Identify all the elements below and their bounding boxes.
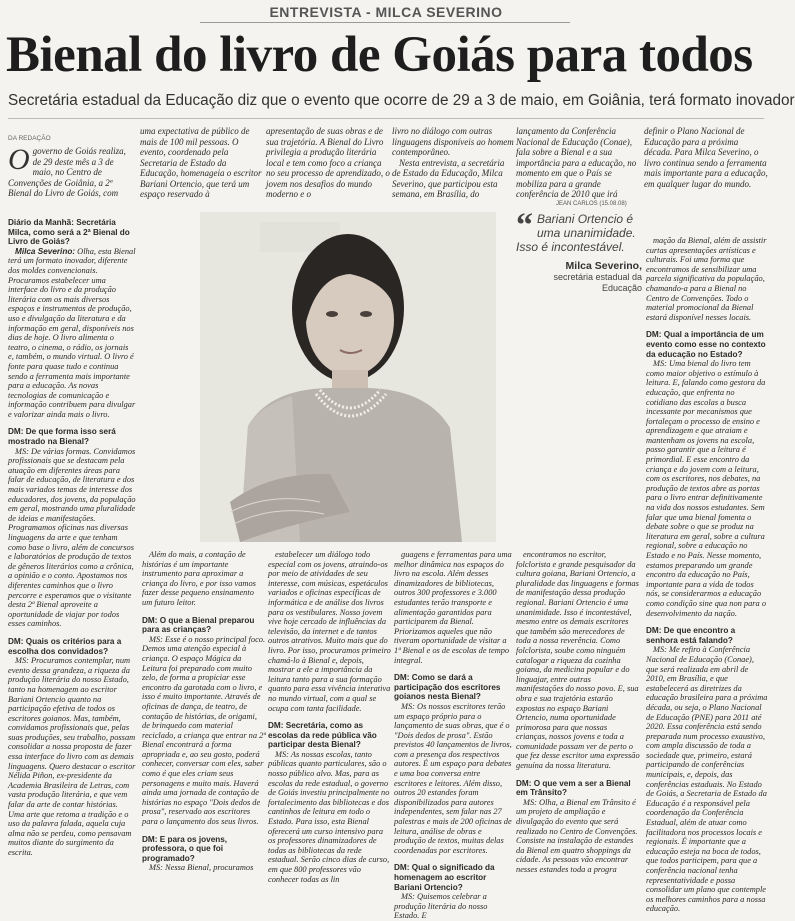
- intro-text-4: livro no diálogo com outras linguagens disponíveis ao homem contemporâneo.: [392, 126, 514, 157]
- answer: Olha, esta Bienal terá um formato inovador, diferente dos moldes convencionais. Procuramos estabelecer uma interface do livro e da produção literária com os mais diversos espaços e instrumentos de produção, uso e divulgação da literatura e da informação em geral, disponíveis nos dias de hoje. O livro alimenta o teatro, o cinema, o rádio, os jornais e, também, o mundo virtual. O livro é fonte para quase tudo e continua sendo a ferramenta mais importante para a educação. As novas tecnologias de comunicação e informação contribuem para divulgar e valorizar ainda mais o livro.: [8, 246, 136, 419]
- pull-quote-text: Bariani Ortencio é uma unanimidade. Isso é incontestável.: [516, 212, 636, 254]
- question: DM: Qual o significado da homenagem ao escritor Bariani Ortencio?: [394, 863, 495, 892]
- intro-text-1: governo de Goiás realiza, de 29 deste mês a 3 de maio, no Centro de Convenções de Goiânia, a 2ª Bienal do Livro de Goiás, com: [8, 146, 126, 198]
- headline: Bienal do livro de Goiás para todos: [6, 27, 753, 83]
- intro-text-6: definir o Plano Nacional de Educação para a próxima década. Para Milca Severino, o livro continua sendo a ferramenta mais importante para a educação, em qualquer lugar do mundo.: [644, 126, 768, 189]
- column-4: [394, 550, 514, 921]
- question: DM: Secretária, como as escolas da rede pública vão participar desta Bienal?: [268, 721, 377, 750]
- answer: MS: Esse é o nosso principal foco. Demos uma atenção especial à criança. O espaço Mágica da Leitura foi preparado com muito zelo, de forma a propiciar esse encontro da garotada com o livro, e isso é muito importante. Através de oficinas de dança, de teatro, de contação de histórias, de origami, de brinquedo com material reciclado, a criança que entrar na 2ª Bienal encontrará a forma apropriada e, ao seu gosto, poderá conhecer, conversar com eles, saber como é que eles criam seus personagens e muito mais. Haverá ainda uma jornada de contação de histórias no espaço "Dois dedos de prosa", reservado aos escritores para o lançamento dos seus livros.: [142, 634, 266, 827]
- intro-col-1: [8, 143, 136, 206]
- intro-col-4: [392, 126, 514, 206]
- intro-text-3: apresentação de suas obras e de sua trajetória. A Bienal do Livro privilegia a produção literária local e tem como foco a criança no seu processo de aprendizado, o jovem nos desafios do mundo moderno e o: [266, 126, 390, 199]
- intro-text-4b: Nesta entrevista, a secretária de Estado da Educação, Milca Severino, que participou esta semana, em Brasília, do: [392, 157, 505, 199]
- question: DM: O que a Bienal preparou para as crianças?: [142, 615, 255, 635]
- question: DM: Qual a importância de um evento como esse no contexto da educação no Estado?: [646, 330, 766, 359]
- divider: [8, 118, 764, 119]
- intro-col-5: [516, 126, 640, 198]
- answer: MS: Uma bienal do livro tem como maior objetivo o estímulo à leitura. E, falando como gestora da educação, que enfrenta no cotidiano das escolas a busca incessante por mecanismos que fortaleçam o processo de ensino e aprendizagem e que atraiam e mantenham os jovens na escola, posso garantir que a leitura é primordial. E esse encontro da criança e do jovem com a leitura, com os escritores, nos debates, na produção de textos abre as portas para o livro entrar definitivamente na vida dos nossos estudantes. Sem falar que uma bienal fomenta o debate sobre o que se produz na literatura em geral, sobre a cultura regional, sobre a educação no Estado e no País. Nesse momento, estamos preparando um grande encontro da educação no País, importante para a vida de todos nós, se considerarmos a educação como condição sine qua non para o desenvolvimento da nação.: [646, 359, 767, 618]
- photo-credit: JEAN CARLOS (15.08.08): [556, 201, 627, 207]
- intro-col-2: [140, 126, 264, 206]
- question: DM: Como se dará a participação dos escritores goianos nesta Bienal?: [394, 673, 501, 702]
- question: DM: E para os jovens, professora, o que foi programado?: [142, 834, 228, 863]
- answer: MS: Os nossos escritores terão um espaço próprio para o lançamento de suas obras, que é o "Dois dedos de prosa". Estão previstos 40 lançamentos de livros, com a presença dos respectivos autores. É um espaço para debates e uma boa conversa entre escritores e leitores. Além disso, outros 20 estandes foram disponibilizados para autores independentes, sem falar nas 27 palestras e mais de 200 oficinas de leitura, análise de obras e produção de textos, muitas delas coordenadas por escritores.: [394, 701, 512, 855]
- answer: MS: Nessa Bienal, procuramos: [149, 863, 254, 873]
- portrait-illustration: [200, 212, 496, 542]
- answer: MS: As nossas escolas, tanto públicas quanto particulares, são o nosso público alvo. Mas, para as escolas da rede estadual, o governo de Goiás investiu principalmente no fortalecimento das bibliotecas e dos cantinhos de leitura em todo o Estado. Para isso, esta Bienal oferecerá um curso intensivo para os professores dinamizadores de todas as bibliotecas da rede estadual. Serão cinco dias de curso, em que 800 professores vão conhecer todas as lin: [268, 749, 390, 884]
- dropcap: O: [8, 143, 30, 176]
- answer: MS: Olha, a Bienal em Trânsito é um projeto de ampliação e divulgação do evento que será realizado no Centro de Convenções. Consiste na instalação de estandes da Bienal em quatro shoppings da cidade. As pessoas vão encontrar nesses estandes toda a progra: [516, 797, 638, 874]
- answer: MS: De várias formas. Convidamos profissionais que se destacam pela atuação em diferentes áreas para falar de educação, de literatura e dos mais variados temas de interesse dos educadores, dos jovens, da população em geral, mostrando uma pluralidade de ideias e manifestações. Programamos oficinas nas diversas linguagens da arte e que tenham como base o livro, além de concursos e laboratórios de produção de textos de gêneros literários como a crônica, a opinião e o conto. Apostamos nos diferentes caminhos que o livro percorre e esperamos que o visitante desta 2ª Bienal aproveite a oportunidade de viajar por todos esses caminhos.: [8, 446, 136, 629]
- answer: Além do mais, a contação de histórias é um importante instrumento para aproximar a criança do livro, e por isso vamos fazer desse pequeno ensinamento um futuro leitor.: [142, 550, 256, 607]
- pull-quote-name: Milca Severino,: [565, 260, 642, 272]
- column-left: [8, 218, 136, 904]
- column-right: [646, 236, 768, 914]
- answer: MS: Me refiro à Conferência Nacional de Educação (Conae), que será realizada em abril de 2010, em Brasília, e que estabelecerá as diretrizes da educação brasileira para a próxima década, ou seja, o Plano Nacional de Educação (PNE) para 2011 até 2020. Essa conferência está sendo preparada num processo exaustivo, com ampla discussão de toda a sociedade que, primeiro, estará participando de conferências municipais, e, depois, das conferências estaduais. No Estado de Goiás, a Secretaria de Estado da Educação é a responsável pela coordenação da Conferência Estadual, além de atuar como facilitadora nos processos locais e regionais. É importante que a educação esteja na boca de todos, que todos participem, para que a conferência nacional tenha representatividade e possa consolidar um plano que contemple os melhores caminhos para a nossa educação.: [646, 645, 768, 914]
- question: DM: De que encontro a senhora está falando?: [646, 626, 736, 645]
- pull-quote: [516, 207, 642, 294]
- kicker: ENTREVISTA - MILCA SEVERINO: [269, 4, 503, 20]
- column-5: [516, 550, 640, 904]
- answer: encontramos no escritor, folclorista e grande pesquisador da cultura goiana, Bariani Ortencio, a pluralidade das linguagens e formas de manifestação dessa produção regional. Bariani Ortencio é uma unanimidade. Isso é incontestável, mesmo entre os demais escritores que também são merecedores de toda a nossa reverência. Como folclorista, soube como ninguém catalogar a riqueza da cozinha goiana, da medicina popular e do linguajar, entre outras manifestações do nosso povo. E, sua obra e sua trajetória estarão expostas no espaço Bariani Ortencio, numa oportunidade primorosa para que nossas crianças, nossos jovens e toda a comunidade possam ver de perto o que fez desse escritor uma expressão genuína da nossa literatura.: [516, 550, 640, 771]
- quote-mark-icon: “: [516, 207, 533, 244]
- answer: mação da Bienal, além de assistir curtas apresentações artísticas e culturais. Foi uma forma que encontramos de sensibilizar uma parcela significativa da população, chamando-a para a Bienal no Centro de Convenções. Todo o material promocional da Bienal estará disponível nesses locais.: [646, 236, 767, 322]
- answer: MS: Quisemos celebrar a produção literária do nosso Estado. E: [394, 892, 488, 921]
- intro-text-2: uma expectativa de público de mais de 100 mil pessoas. O evento, coordenado pela Secretaria de Estado da Educação, homenageia o escritor Bariani Ortencio, que terá um espaço reservado à: [140, 126, 262, 199]
- subhead: Secretária estadual da Educação diz que o evento que ocorre de 29 a 3 de maio, em Goiânia, terá formato inovador: [8, 92, 795, 109]
- byline: DA REDAÇÃO: [8, 135, 51, 142]
- portrait-photo: [200, 212, 496, 542]
- answer: guagens e ferramentas para uma melhor dinâmica nos espaços do livro na escola. Além desses dinamizadores de bibliotecas, outros 300 professores e 3.000 estudantes terão transporte e alimentação garantidos para participarem da Bienal. Priorizamos aqueles que não tiveram oportunidade de visitar a 1ª Bienal e os de escolas de tempo integral.: [394, 550, 512, 665]
- answer: MS: Procuramos contemplar, num evento dessa grandeza, a riqueza da produção literária do nosso Estado, tanto na homenagem ao escritor Bariani Ortencio quanto na participação efetiva de todos os escritores goianos. Mas, também, convidamos profissionais que, pelas suas produções, seu trabalho, possam consolidar a nossa proposta de fazer essa interface do livro com as demais linguagens. Quero destacar o escritor Nélida Piñon, ex-presidente da Academia Brasileira de Letras, com vasta produção literária, e que vem falar da arte de contar histórias. Uma arte que retoma a tradição e o uso da palavra falada, aquela cuja alma não se perdeu, como pensavam muitos diante do surgimento da escrita.: [8, 656, 136, 857]
- intro-col-3: [266, 126, 390, 206]
- kicker-rule: [200, 22, 570, 23]
- answer: estabelecer um diálogo todo especial com os jovens, atraindo-os por meio de atividades de seu interesse, com músicas, espetáculos variados e oficinas específicas de informática e de análise dos livros para os vestibulares. Nosso jovem vive hoje cercado de influências da televisão, da internet e de tantos outros atrativos. Muito mais que do livro. Por isso, procuramos primeiro chamá-lo à Bienal e, depois, mostrar a ele a importância da leitura tanto para a sua formação quanto para essa vivência interativa no mundo virtual, com a qual se ocupa com tanta facilidade.: [268, 550, 391, 713]
- answer-lead: Milca Severino:: [15, 246, 76, 256]
- question: DM: Quais os critérios para a escolha dos convidados?: [8, 636, 122, 656]
- question: DM: De que forma isso será mostrado na Bienal?: [8, 427, 116, 447]
- intro-col-6: [644, 126, 768, 206]
- intro-text-5: lançamento da Conferência Nacional de Educação (Conae), fala sobre a Bienal e a sua importância para a educação, no momento em que o País se mobiliza para a grande conferência de 2010 que irá: [516, 126, 637, 199]
- question: DM: O que vem a ser a Bienal em Trânsito?: [516, 778, 631, 798]
- pull-quote-role: secretária estadual da Educação: [553, 272, 642, 293]
- column-3: [268, 550, 392, 904]
- column-2: [142, 550, 266, 904]
- question: Diário da Manhã: Secretária Milca, como será a 2ª Bienal do Livro de Goiás?: [8, 218, 130, 247]
